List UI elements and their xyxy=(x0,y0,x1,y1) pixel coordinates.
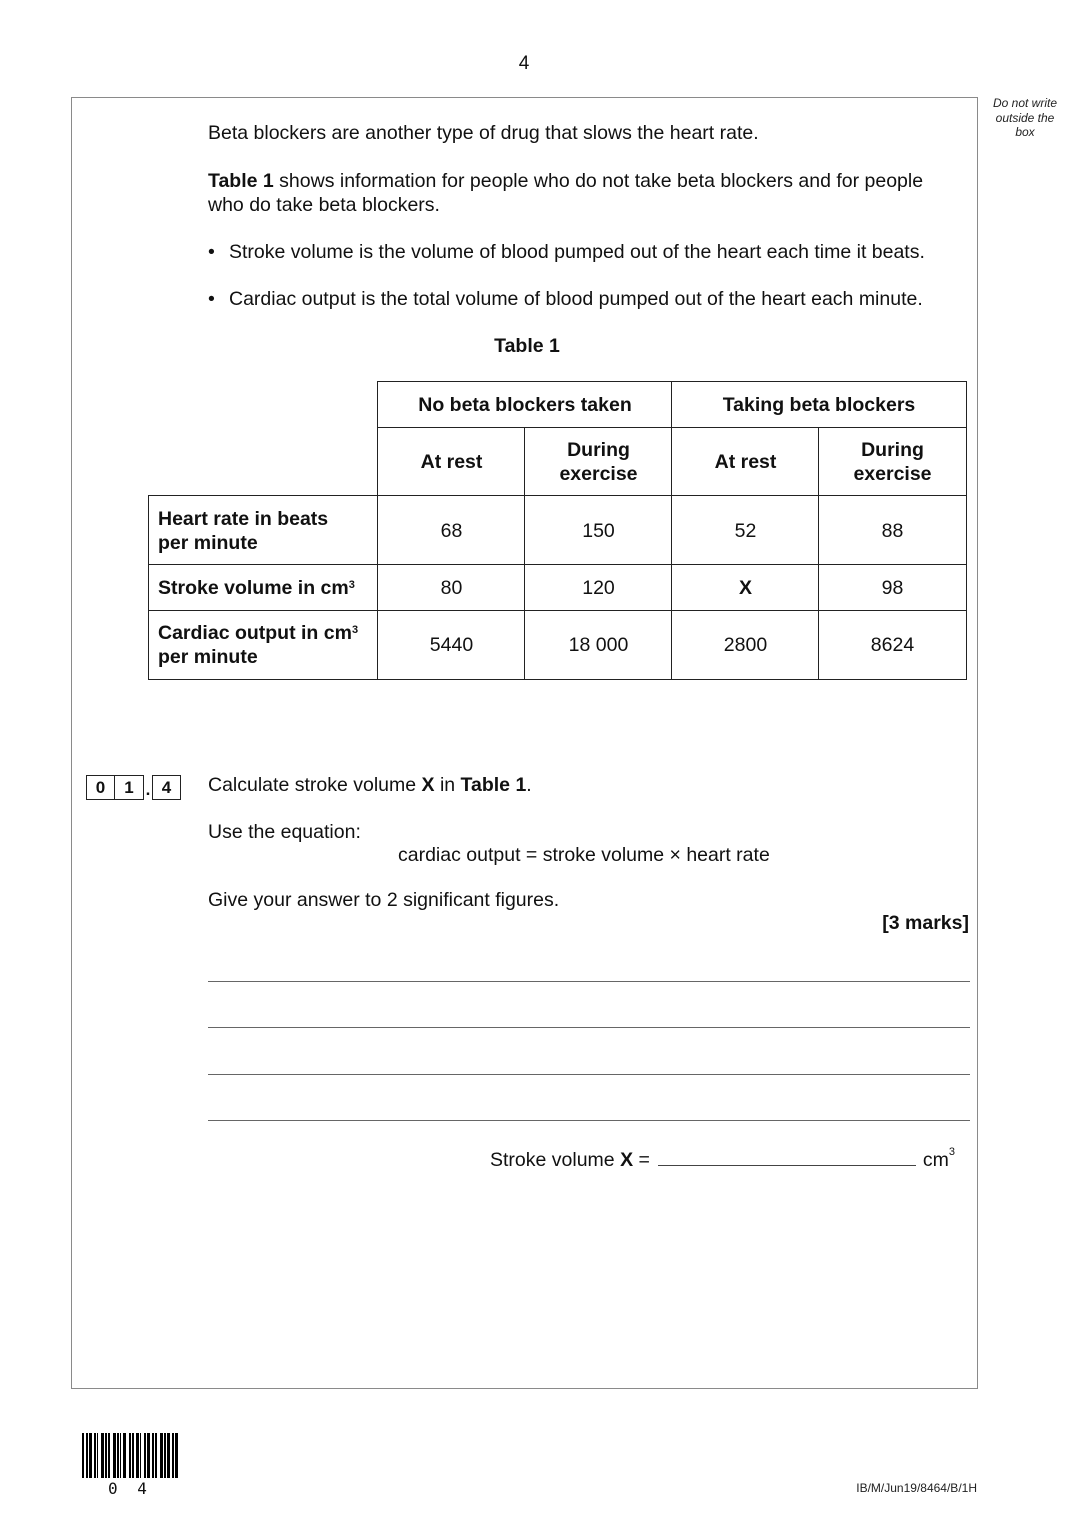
subheader-exercise-1: During exercise xyxy=(524,427,673,497)
table-cell: 8624 xyxy=(818,610,967,680)
barcode-number: 0 4 xyxy=(108,1479,152,1498)
margin-note: Do not write outside the box xyxy=(992,96,1058,139)
group-header-taking-beta: Taking beta blockers xyxy=(671,381,967,429)
working-line[interactable] xyxy=(208,1074,970,1075)
barcode-icon xyxy=(82,1433,179,1478)
table-cell-unknown-x: X xyxy=(671,564,820,612)
footer-code: IB/M/Jun19/8464/B/1H xyxy=(856,1481,977,1495)
page-number: 4 xyxy=(518,53,530,74)
subheader-rest-2: At rest xyxy=(671,427,820,497)
question-number xyxy=(86,775,181,800)
table-cell: 150 xyxy=(524,495,673,566)
bullet-icon: • xyxy=(208,241,215,263)
table-cell: 98 xyxy=(818,564,967,612)
table-cell: 68 xyxy=(377,495,526,566)
row-header-cardiac-output: Cardiac output in $cm^3$ per minute xyxy=(148,610,379,680)
bullet-stroke-volume xyxy=(208,240,925,264)
question-number-box: 0 xyxy=(86,775,115,800)
working-line[interactable] xyxy=(208,981,970,982)
final-answer-row xyxy=(490,1144,955,1172)
table-description-text: shows information for people who do not take beta blockers and for people xyxy=(273,170,924,192)
row-header-stroke-volume: Stroke volume in $cm^3$ xyxy=(148,564,379,612)
final-answer-unit: $cm^3$ xyxy=(922,1146,956,1171)
working-line[interactable] xyxy=(208,1027,970,1028)
table-cell: 52 xyxy=(671,495,820,566)
subheader-rest-1: At rest xyxy=(377,427,526,497)
bullet-text: Cardiac output is the total volume of blood pumped out of the heart each minute. xyxy=(229,288,923,310)
final-answer-label: Stroke volume X = xyxy=(490,1149,650,1171)
table-cell: 5440 xyxy=(377,610,526,680)
subheader-exercise-2: During exercise xyxy=(818,427,967,497)
table-caption: Table 1 xyxy=(494,335,560,357)
table-cell: 18 000 xyxy=(524,610,673,680)
table-cell: 120 xyxy=(524,564,673,612)
table-description xyxy=(208,169,923,217)
sig-fig-instruction: Give your answer to 2 significant figures. xyxy=(208,889,560,911)
final-answer-blank[interactable] xyxy=(658,1144,916,1166)
question-number-box: 1 xyxy=(115,775,144,800)
equation-intro: Use the equation: xyxy=(208,821,361,843)
question-number-separator: . xyxy=(145,780,151,799)
row-header-heart-rate: Heart rate in beats per minute xyxy=(148,495,379,566)
intro-sentence: Beta blockers are another type of drug that slows the heart rate. xyxy=(208,122,759,144)
working-line[interactable] xyxy=(208,1120,970,1121)
table-cell: 2800 xyxy=(671,610,820,680)
bullet-text: Stroke volume is the volume of blood pumped out of the heart each time it beats. xyxy=(229,241,925,263)
question-number-box: 4 xyxy=(152,775,181,800)
group-header-no-beta: No beta blockers taken xyxy=(377,381,673,429)
table-description-text-2: who do take beta blockers. xyxy=(208,194,440,216)
table-ref: Table 1 xyxy=(208,170,274,192)
bullet-icon: • xyxy=(208,288,215,310)
equation: cardiac output = stroke volume × heart rate xyxy=(398,844,770,866)
table-cell: 80 xyxy=(377,564,526,612)
table-cell: 88 xyxy=(818,495,967,566)
question-prompt: Calculate stroke volume X in Table 1. xyxy=(208,774,532,796)
marks-label: [3 marks] xyxy=(882,912,969,934)
bullet-cardiac-output xyxy=(208,287,923,311)
